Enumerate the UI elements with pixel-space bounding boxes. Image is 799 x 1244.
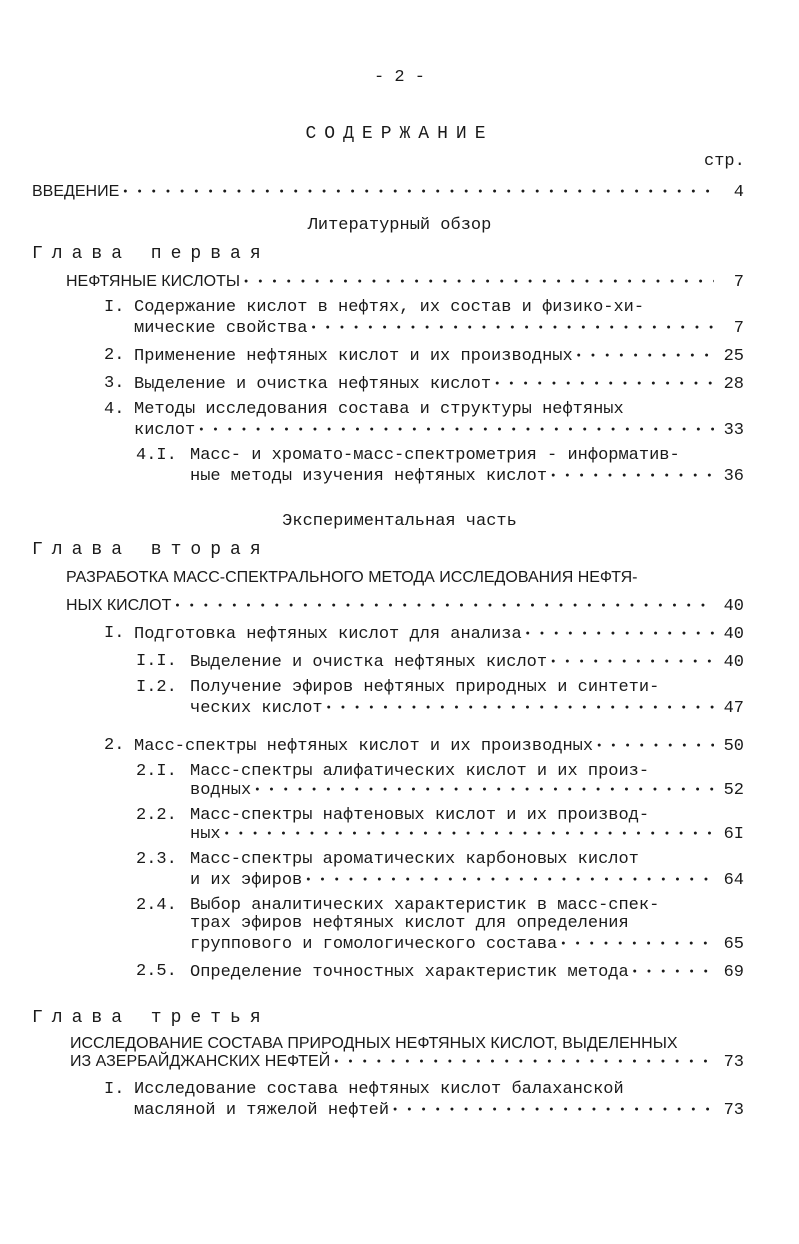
toc-entry-chapter-1[interactable] [66,272,744,293]
toc-page: 73 [723,1101,744,1121]
toc-entry-text[interactable]: Масс-спектры нафтеновых кислот и их производ- [190,806,650,825]
chapter-1-heading: Глава первая [32,244,270,264]
leader-dots [307,318,714,339]
leader-dots [251,780,714,801]
toc-entry-text: Выделение и очистка нефтяных кислот [190,653,548,673]
toc-entry-text: НЕФТЯНЫЕ КИСЛОТЫ [66,273,241,291]
toc-num: 2.3. [136,850,177,869]
leader-dots [593,736,714,757]
toc-num: I. [104,1080,125,1099]
toc-entry-text: группового и гомологического состава [190,935,558,955]
toc-entry-1-4-1[interactable] [190,466,744,487]
toc-num: I.2. [136,678,177,697]
toc-entry-2-1-1[interactable] [190,652,744,673]
toc-entry-text: Выделение и очистка нефтяных кислот [134,375,492,395]
toc-entry-text: мические свойства [134,319,308,339]
toc-entry-text[interactable]: трах эфиров нефтяных кислот для определения [190,914,629,933]
toc-page: 7 [733,319,744,339]
page-title: СОДЕРЖАНИЕ [305,124,494,144]
toc-entry-2-2-4[interactable] [190,934,744,955]
toc-page: 4 [733,183,744,203]
toc-num: I. [104,298,125,317]
toc-entry-text: НЫХ КИСЛОТ [66,597,172,615]
leader-dots [522,624,714,645]
toc-entry-intro[interactable] [32,182,744,203]
toc-entry-1-2[interactable] [134,346,744,367]
leader-dots [557,934,714,955]
toc-entry-2-2-5[interactable] [190,962,744,983]
chapter-2-heading: Глава вторая [32,540,270,560]
leader-dots [323,698,714,719]
toc-num: I.I. [136,652,177,671]
toc-num: 2.5. [136,962,177,981]
toc-page: 52 [723,781,744,801]
toc-entry-2-1-2[interactable] [190,698,744,719]
toc-page: 40 [723,625,744,645]
toc-page: 65 [723,935,744,955]
chapter-2-title[interactable]: РАЗРАБОТКА МАСС-СПЕКТРАЛЬНОГО МЕТОДА ИССЛЕДОВАНИЯ НЕФТЯ- [66,569,638,586]
toc-entry-text[interactable]: Масс-спектры ароматических карбоновых кислот [190,850,639,869]
toc-num: 4.I. [136,446,177,465]
toc-entry-text[interactable]: Получение эфиров нефтяных природных и синтети- [190,678,660,697]
toc-entry-text: ВВЕДЕНИЕ [32,183,120,201]
chapter-3-heading: Глава третья [32,1008,270,1028]
toc-num: I. [104,624,125,643]
leader-dots [171,596,714,617]
toc-entry-text: Определение точностных характеристик метода [190,963,629,983]
toc-num: 2. [104,736,125,755]
leader-dots [491,374,714,395]
section-exp-part: Экспериментальная часть [282,512,517,531]
toc-page: 33 [723,421,744,441]
toc-entry-3-1[interactable] [134,1100,744,1121]
toc-entry-chapter-3[interactable] [70,1052,744,1073]
toc-page: 36 [723,467,744,487]
toc-page: 40 [723,653,744,673]
toc-entry-chapter-2[interactable] [66,596,744,617]
toc-entry-2-2[interactable] [134,736,744,757]
leader-dots [240,272,714,293]
toc-page: 40 [723,597,744,617]
section-lit-review: Литературный обзор [307,216,492,235]
toc-num: 2.I. [136,762,177,781]
toc-entry-2-1[interactable] [134,624,744,645]
leader-dots [302,870,714,891]
toc-entry-1-4[interactable] [134,420,744,441]
toc-page: 69 [723,963,744,983]
toc-page: 28 [723,375,744,395]
leader-dots [629,962,714,983]
toc-page: 25 [723,347,744,367]
toc-entry-text[interactable]: Исследование состава нефтяных кислот балаханской [134,1080,624,1099]
leader-dots [547,466,714,487]
toc-entry-text: ческих кислот [190,699,323,719]
toc-entry-text: Подготовка нефтяных кислот для анализа [134,625,522,645]
leader-dots [195,420,714,441]
toc-page: 64 [723,871,744,891]
toc-entry-text: водных [190,781,252,801]
leader-dots [119,182,714,203]
toc-entry-1-1[interactable] [134,318,744,339]
toc-entry-text[interactable]: Масс- и хромато-масс-спектрометрия - информатив- [190,446,680,465]
toc-num: 4. [104,400,125,419]
toc-entry-text: ИЗ АЗЕРБАЙДЖАНСКИХ НЕФТЕЙ [70,1053,331,1071]
toc-entry-text[interactable]: Методы исследования состава и структуры нефтяных [134,400,624,419]
toc-page: 73 [723,1053,744,1073]
toc-entry-text: масляной и тяжелой нефтей [134,1101,390,1121]
toc-page: 47 [723,699,744,719]
chapter-3-title[interactable]: ИССЛЕДОВАНИЕ СОСТАВА ПРИРОДНЫХ НЕФТЯНЫХ КИСЛОТ, ВЫДЕЛЕННЫХ [70,1035,678,1052]
toc-page: 50 [723,737,744,757]
toc-entry-2-2-3[interactable] [190,870,744,891]
toc-page: 7 [733,273,744,293]
toc-entry-2-2-2[interactable] [190,824,744,845]
toc-entry-text: ных [190,825,221,845]
leader-dots [573,346,714,367]
toc-num: 2.4. [136,896,177,915]
toc-entry-text: Применение нефтяных кислот и их производных [134,347,573,367]
toc-num: 2. [104,346,125,365]
toc-entry-text[interactable]: Содержание кислот в нефтях, их состав и физико-хи- [134,298,645,317]
toc-page: 6I [723,825,744,845]
toc-entry-text: кислот [134,421,196,441]
leader-dots [547,652,714,673]
toc-entry-text: ные методы изучения нефтяных кислот [190,467,548,487]
toc-num: 2.2. [136,806,177,825]
toc-entry-text: Масс-спектры нефтяных кислот и их производных [134,737,594,757]
toc-entry-text[interactable]: Выбор аналитических характеристик в масс-спек- [190,896,660,915]
leader-dots [389,1100,714,1121]
toc-entry-text: и их эфиров [190,871,303,891]
toc-entry-2-2-1[interactable] [190,780,744,801]
leader-dots [330,1052,714,1073]
toc-entry-1-3[interactable] [134,374,744,395]
toc-num: 3. [104,374,125,393]
page-number: - 2 - [373,68,425,87]
page-column-label: стр. [704,152,745,171]
toc-entry-text[interactable]: Масс-спектры алифатических кислот и их произ- [190,762,650,781]
leader-dots [221,824,714,845]
